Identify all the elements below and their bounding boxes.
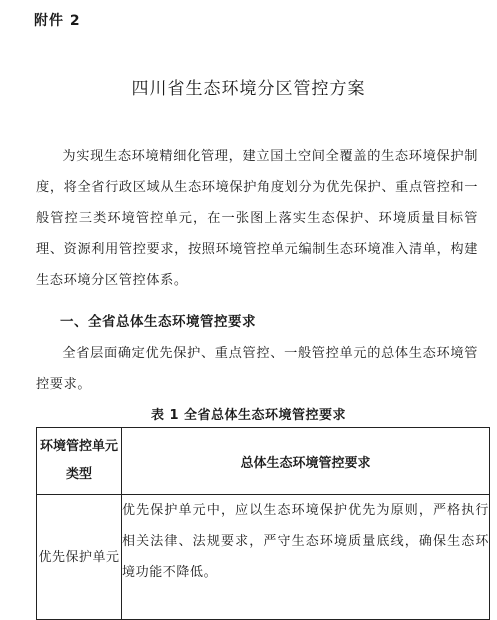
attachment-label: 附件 2 <box>34 13 81 29</box>
table-header-row <box>37 428 490 495</box>
document-title: 四川省生态环境分区管控方案 <box>131 79 366 99</box>
cell-requirements: 优先保护单元中，应以生态环境保护优先为原则，严格执行相关法律、法规要求，严守生态环境质量底线，确保生态环境功能不降低。 <box>122 495 490 620</box>
header-requirements: 总体生态环境管控要求 <box>122 428 490 495</box>
table-row <box>37 495 490 620</box>
intro-paragraph: 为实现生态环境精细化管理，建立国土空间全覆盖的生态环境保护制度，将全省行政区域从生态环境保护角度划分为优先保护、重点管控和一般管控三类环境管控单元，在一张图上落实生态保护、环境质量目标管理、资源利用管控要求，按照环境管控单元编制生态环境准入清单，构建生态环境分区管控体系。 <box>36 149 478 288</box>
cell-unit-type: 优先保护单元 <box>37 495 122 620</box>
table-caption: 表 1 全省总体生态环境管控要求 <box>150 408 347 423</box>
requirements-table <box>36 427 490 620</box>
section-paragraph: 全省层面确定优先保护、重点管控、一般管控单元的总体生态环境管控要求。 <box>36 346 478 392</box>
header-unit-type: 环境管控单元类型 <box>37 428 122 495</box>
section-heading: 一、全省总体生态环境管控要求 <box>60 314 256 330</box>
